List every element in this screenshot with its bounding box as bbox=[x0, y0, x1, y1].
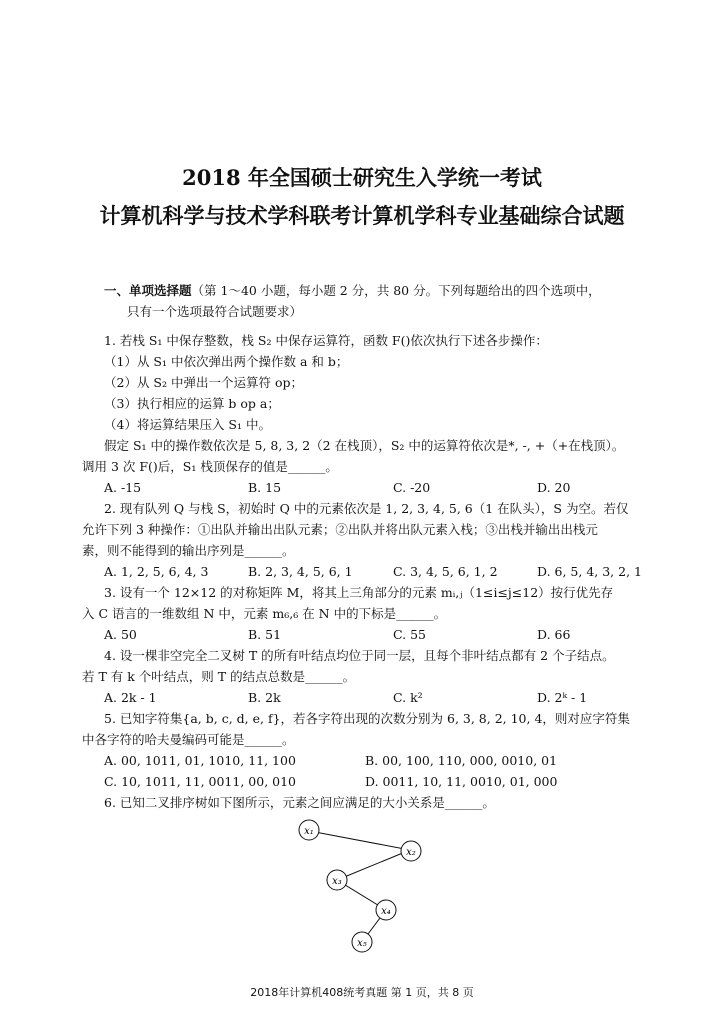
q5-option-c[interactable]: C. 10, 1011, 11, 0011, 00, 010 bbox=[104, 774, 296, 789]
q3-option-d[interactable]: D. 66 bbox=[537, 627, 571, 642]
q1-option-d[interactable]: D. 20 bbox=[537, 480, 571, 495]
page-footer: 2018年计算机408统考真题 第 1 页，共 8 页 bbox=[250, 986, 474, 999]
q3-option-c[interactable]: C. 55 bbox=[393, 627, 426, 642]
tree-node-x4 bbox=[376, 900, 396, 920]
q2-option-d[interactable]: D. 6, 5, 4, 3, 2, 1 bbox=[537, 564, 642, 579]
q1-step1: （1）从 S₁ 中依次弹出两个操作数 a 和 b； bbox=[104, 354, 349, 369]
q2-option-b[interactable]: B. 2, 3, 4, 5, 6, 1 bbox=[248, 564, 353, 579]
q4-option-a[interactable]: A. 2k - 1 bbox=[104, 690, 157, 705]
q3-option-b[interactable]: B. 51 bbox=[248, 627, 282, 642]
q2-stem-cont: 允许下列 3 种操作：①出队并输出出队元素；②出队并将出队元素入栈；③出栈并输出出栈元 bbox=[82, 522, 598, 537]
tree-node-label: x₅ bbox=[357, 938, 367, 949]
q1-step4: （4）将运算结果压入 S₁ 中。 bbox=[104, 417, 271, 432]
tree-node-label: x₄ bbox=[381, 906, 391, 917]
tree-node-label: x₃ bbox=[332, 876, 342, 887]
q1-step3: （3）执行相应的运算 b op a； bbox=[104, 396, 280, 411]
q5-stem: 5. 已知字符集{a, b, c, d, e, f}，若各字符出现的次数分别为 6, 3, 8, 2, 10, 4，则对应字符集 bbox=[104, 711, 630, 726]
q1-option-b[interactable]: B. 15 bbox=[248, 480, 282, 495]
q3-question: 入 C 语言的一维数组 N 中，元素 m₆,₆ 在 N 中的下标是______。 bbox=[82, 606, 447, 621]
tree-node-label: x₂ bbox=[406, 847, 416, 858]
exam-title: 2018 年全国硕士研究生入学统一考试 bbox=[182, 165, 542, 190]
tree-edge bbox=[315, 832, 410, 850]
q5-option-d[interactable]: D. 0011, 10, 11, 0010, 01, 000 bbox=[365, 774, 558, 789]
q2-stem: 2. 现有队列 Q 与栈 S，初始时 Q 中的元素依次是 1, 2, 3, 4, 5, 6（1 在队头），S 为空。若仅 bbox=[104, 501, 629, 516]
q3-stem: 3. 设有一个 12×12 的对称矩阵 M，将其上三角部分的元素 mᵢ,ⱼ（1≤i≤j≤12）按行优先存 bbox=[104, 585, 614, 600]
q2-option-a[interactable]: A. 1, 2, 5, 6, 4, 3 bbox=[104, 564, 209, 579]
section-intro bbox=[104, 283, 601, 299]
q5-option-b[interactable]: B. 00, 100, 110, 000, 0010, 01 bbox=[365, 753, 558, 768]
tree-node-label: x₁ bbox=[304, 826, 314, 837]
q2-question: 素，则不能得到的输出序列是______。 bbox=[82, 543, 295, 558]
q4-question: 若 T 有 k 个叶结点，则 T 的结点总数是______。 bbox=[82, 669, 356, 684]
tree-node-x2 bbox=[401, 841, 421, 861]
q3-option-a[interactable]: A. 50 bbox=[104, 627, 137, 642]
q4-option-d[interactable]: D. 2ᵏ - 1 bbox=[537, 690, 588, 705]
q5-option-a[interactable]: A. 00, 1011, 01, 1010, 11, 100 bbox=[104, 753, 296, 768]
q5-question: 中各字符的哈夫曼编码可能是______。 bbox=[82, 732, 295, 747]
q1-assumption: 假定 S₁ 中的操作数依次是 5, 8, 3, 2（2 在栈顶），S₂ 中的运算符依次是*, -, +（+在栈顶）。 bbox=[104, 438, 625, 453]
tree-node-x5 bbox=[352, 932, 372, 952]
q1-step2: （2）从 S₂ 中弹出一个运算符 op； bbox=[104, 375, 303, 390]
q4-stem: 4. 设一棵非空完全二叉树 T 的所有叶结点均位于同一层，且每个非叶结点都有 2 个子结点。 bbox=[104, 648, 615, 663]
binary-search-tree-diagram bbox=[280, 812, 460, 962]
section-description-cont: 只有一个选项最符合试题要求） bbox=[127, 304, 303, 319]
exam-subtitle: 计算机科学与技术学科联考计算机学科专业基础综合试题 bbox=[99, 203, 625, 228]
section-description: （第 1～40 小题，每小题 2 分，共 80 分。下列每题给出的四个选项中， bbox=[191, 283, 601, 298]
q2-option-c[interactable]: C. 3, 4, 5, 6, 1, 2 bbox=[393, 564, 498, 579]
q1-question: 调用 3 次 F()后，S₁ 栈顶保存的值是______。 bbox=[82, 459, 338, 474]
q4-option-b[interactable]: B. 2k bbox=[248, 690, 281, 705]
q4-option-c[interactable]: C. k² bbox=[393, 690, 423, 705]
q1-stem: 1. 若栈 S₁ 中保存整数，栈 S₂ 中保存运算符，函数 F()依次执行下述各步操作： bbox=[104, 333, 548, 348]
q1-option-a[interactable]: A. -15 bbox=[104, 480, 142, 495]
q1-option-c[interactable]: C. -20 bbox=[393, 480, 431, 495]
section-heading: 一、单项选择题 bbox=[104, 283, 192, 298]
q6-question: 6. 已知二叉排序树如下图所示，元素之间应满足的大小关系是______。 bbox=[104, 795, 495, 810]
tree-node-x1 bbox=[299, 820, 319, 840]
tree-node-x3 bbox=[327, 870, 347, 890]
tree-edge bbox=[337, 850, 410, 880]
